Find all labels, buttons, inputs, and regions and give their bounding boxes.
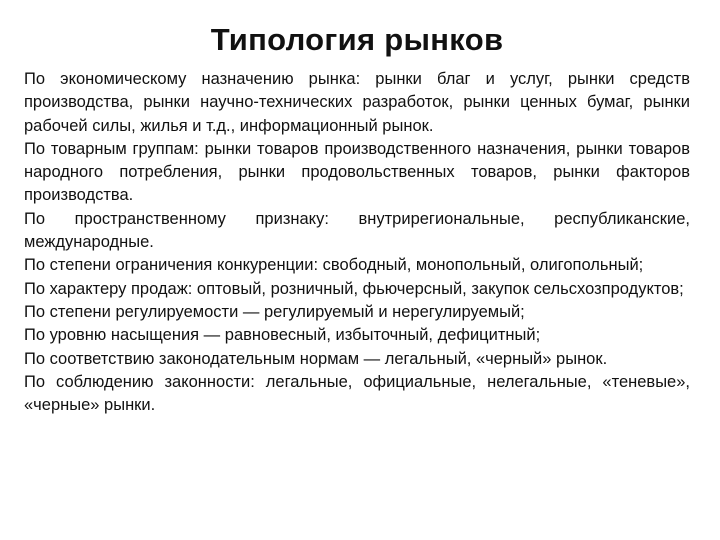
typology-paragraph-saturation: По уровню насыщения — равновесный, избыточный, дефицитный; bbox=[24, 326, 541, 345]
typology-paragraph-product-groups: По товарным группам: рынки товаров производственного назначения, рынки товаров народного потребления, рынки продовольственных товаров, рынки факторов производства. bbox=[24, 139, 690, 205]
slide-title: Типология рынков bbox=[210, 22, 504, 57]
typology-paragraph-regulation: По степени регулируемости — регулируемый и нерегулируемый; bbox=[24, 302, 525, 321]
typology-paragraph-competition: По степени ограничения конкуренции: свободный, монопольный, олигопольный; bbox=[24, 256, 644, 275]
typology-paragraph-sales: По характеру продаж: оптовый, розничный, фьючерсный, закупок сельсхозпродуктов; bbox=[24, 279, 684, 298]
typology-paragraph-economic-purpose: По экономическому назначению рынка: рынки благ и услуг, рынки средств производства, рынки научно-технических разработок, рынки ценных бумаг, рынки рабочей силы, жилья и т.д., информационный рынок. bbox=[24, 70, 690, 135]
typology-paragraph-legal-norms: По соответствию законодательным нормам — легальный, «черный» рынок. bbox=[24, 349, 608, 368]
typology-paragraph-legality: По соблюдению законности: легальные, официальные, нелегальные, «теневые», «черные» рынки. bbox=[24, 372, 690, 415]
slide-content bbox=[24, 68, 690, 417]
typology-paragraph-spatial: По пространственному признаку: внутрирегиональные, республиканские, международные. bbox=[24, 209, 690, 252]
